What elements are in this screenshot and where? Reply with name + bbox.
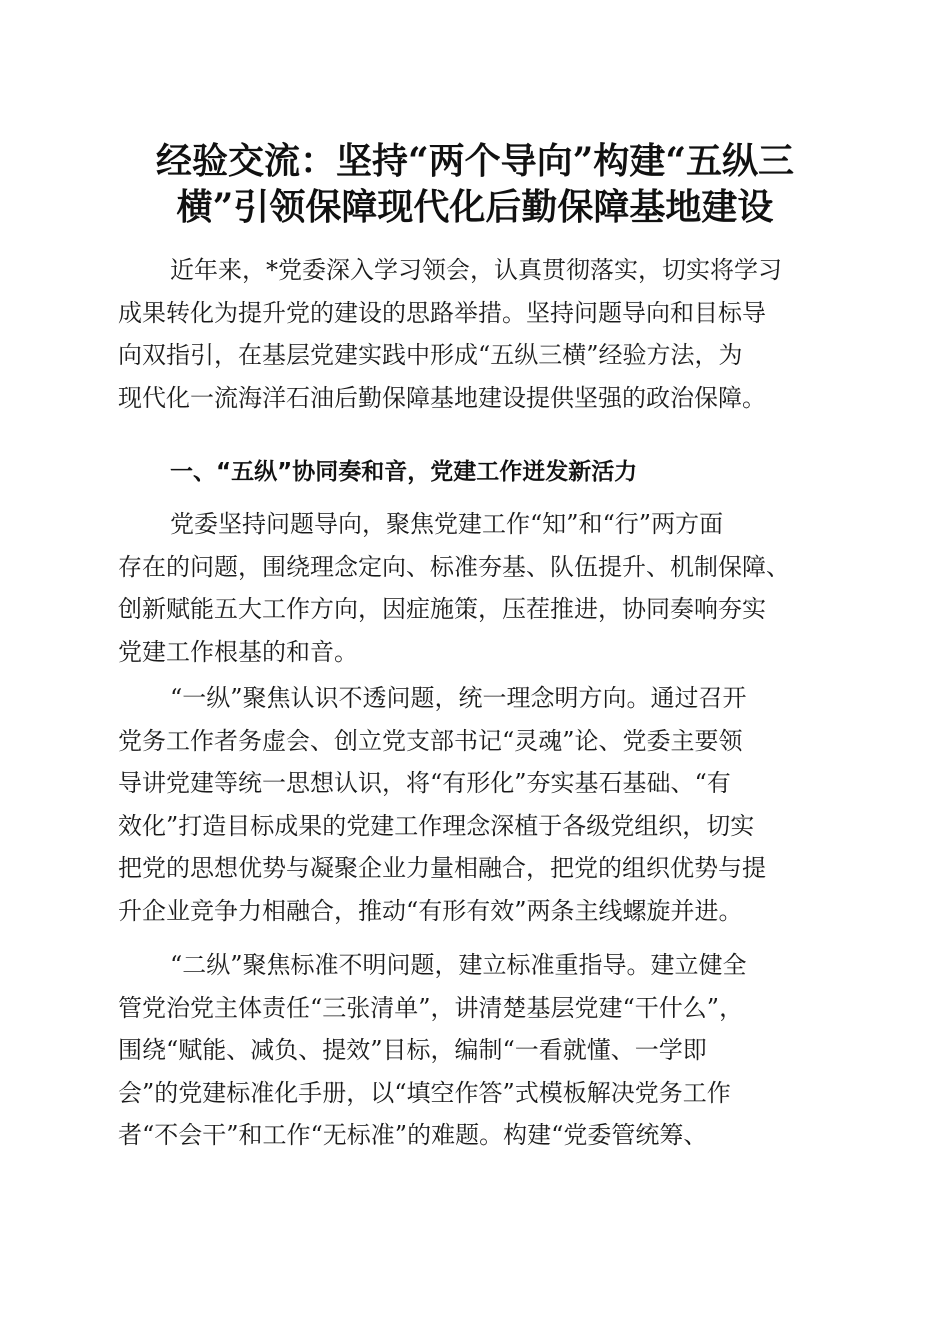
- paragraph-line: “二纵”聚焦标准不明问题，建立标准重指导。建立健全: [170, 951, 747, 979]
- section-paragraph-1: [118, 503, 838, 673]
- paragraph-line: 现代化一流海洋石油后勤保障基地建设提供坚强的政治保障。: [118, 383, 766, 412]
- paragraph-line: 创新赋能五大工作方向，因症施策，压茬推进，协同奏响夯实: [118, 595, 766, 623]
- intro-paragraph: [118, 249, 838, 419]
- paragraph-line: 近年来，*党委深入学习领会，认真贯彻落实，切实将学习: [170, 256, 782, 284]
- paragraph-line: 党建工作根基的和音。: [118, 637, 358, 666]
- section-heading: [118, 451, 838, 494]
- paragraph-line: 导讲党建等统一思想认识，将“有形化”夯实基石基础、“有: [118, 769, 731, 797]
- paragraph-line: 升企业竞争力相融合，推动“有形有效”两条主线螺旋并进。: [118, 896, 743, 925]
- paragraph-line: 党务工作者务虚会、创立党支部书记“灵魂”论、党委主要领: [118, 726, 743, 755]
- paragraph-line: 围绕“赋能、减负、提效”目标，编制“一看就懂、一学即: [118, 1036, 707, 1064]
- paragraph-line: 会”的党建标准化手册，以“填空作答”式模板解决党务工作: [118, 1078, 731, 1107]
- paragraph-line: 把党的思想优势与凝聚企业力量相融合，把党的组织优势与提: [118, 854, 766, 882]
- paragraph-line: 存在的问题，围绕理念定向、标准夯基、队伍提升、机制保障、: [118, 552, 790, 581]
- paragraph-line: 成果转化为提升党的建设的思路举措。坚持问题导向和目标导: [118, 298, 766, 327]
- section-heading-text: 一、“五纵”协同奏和音，党建工作迸发新活力: [170, 459, 638, 485]
- paragraph-line: 向双指引，在基层党建实践中形成“五纵三横”经验方法，为: [118, 341, 743, 369]
- paragraph-line: “一纵”聚焦认识不透问题，统一理念明方向。通过召开: [170, 684, 747, 712]
- paragraph-line: 党委坚持问题导向，聚焦党建工作“知”和“行”两方面: [170, 510, 724, 538]
- document-title: [100, 138, 850, 230]
- title-line: 横”引领保障现代化后勤保障基地建设: [176, 186, 774, 228]
- paragraph-line: 管党治党主体责任“三张清单”，讲清楚基层党建“干什么”，: [118, 993, 744, 1022]
- section-paragraph-3: [118, 944, 838, 1157]
- paragraph-line: 者“不会干”和工作“无标准”的难题。构建“党委管统筹、: [118, 1121, 708, 1149]
- paragraph-line: 效化”打造目标成果的党建工作理念深植于各级党组织，切实: [118, 811, 755, 840]
- title-line: 经验交流：坚持“两个导向”构建“五纵三: [155, 140, 795, 182]
- section-paragraph-2: [118, 677, 838, 932]
